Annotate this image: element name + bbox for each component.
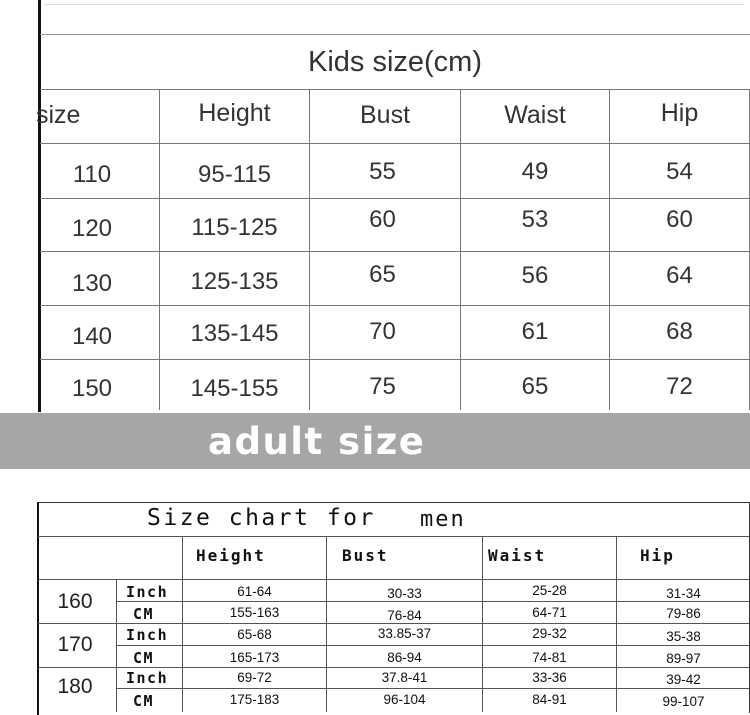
men-waist-cm: 84-91: [532, 692, 567, 707]
men-bust-inch: 33.85-37: [377, 626, 432, 641]
column-divider: [460, 89, 461, 410]
kids-hip: 64: [666, 262, 693, 289]
men-hip-cm: 89-97: [666, 651, 701, 666]
men-hip-inch: 31-34: [666, 586, 701, 601]
kids-waist: 53: [521, 206, 549, 233]
column-divider: [182, 536, 183, 712]
kids-waist: 49: [521, 158, 549, 185]
men-waist-inch: 25-28: [532, 583, 567, 598]
header-hip: Hip: [660, 99, 699, 127]
header-height: Height: [198, 99, 271, 127]
kids-table-grid: [36, 89, 750, 410]
unit-cm: CM: [133, 605, 155, 623]
men-size: 170: [57, 633, 93, 656]
kids-bust: 55: [369, 158, 396, 185]
men-hip-cm: 79-86: [666, 606, 701, 621]
kids-hip: 68: [666, 318, 693, 345]
men-height-cm: 175-183: [229, 692, 280, 707]
men-hip-inch: 39-42: [666, 672, 701, 687]
row-divider: [40, 198, 750, 199]
men-waist-inch: 29-32: [532, 626, 567, 641]
kids-waist: 61: [521, 318, 549, 345]
unit-inch: Inch: [126, 626, 169, 644]
men-height-cm: 165-173: [229, 650, 280, 665]
header-size: size: [36, 101, 81, 129]
column-divider: [326, 536, 327, 712]
unit-inch: Inch: [126, 669, 169, 687]
kids-bust: 60: [369, 206, 396, 233]
kids-bust: 70: [369, 318, 396, 345]
men-height-cm: 155-163: [229, 605, 280, 620]
table-top-border: [44, 4, 744, 5]
men-waist-inch: 33-36: [532, 670, 567, 685]
row-divider: [40, 251, 750, 252]
row-divider: [40, 143, 750, 144]
men-header-bust: Bust: [342, 546, 389, 565]
row-divider: [38, 623, 750, 624]
men-height-inch: 69-72: [237, 670, 272, 685]
men-bust-cm: 96-104: [383, 692, 426, 707]
column-divider: [159, 89, 160, 410]
kids-size: 140: [71, 323, 113, 350]
kids-hip: 54: [666, 158, 693, 185]
row-divider: [38, 579, 750, 580]
kids-size: 130: [71, 270, 113, 297]
kids-size: 150: [71, 375, 113, 402]
kids-waist: 65: [521, 373, 549, 400]
men-size-table: [0, 495, 750, 715]
row-divider: [116, 645, 750, 646]
kids-hip: 60: [666, 206, 693, 233]
men-bust-cm: 86-94: [387, 650, 422, 665]
unit-cm: CM: [133, 649, 155, 667]
men-header-waist: Waist: [488, 546, 547, 565]
men-hip-cm: 99-107: [662, 694, 705, 709]
men-header-hip: Hip: [640, 546, 675, 565]
men-table-title-gender: men: [420, 507, 466, 532]
men-height-inch: 65-68: [237, 627, 272, 642]
row-divider: [40, 89, 750, 90]
kids-height: 95-115: [198, 161, 271, 188]
kids-height: 135-145: [190, 320, 279, 347]
men-bust-inch: 37.8-41: [381, 670, 428, 685]
men-waist-cm: 74-81: [532, 650, 567, 665]
banner-text: adult size: [208, 420, 426, 463]
header-bust: Bust: [359, 101, 411, 129]
row-divider: [38, 667, 750, 668]
men-header-height: Height: [196, 546, 266, 565]
men-size: 180: [57, 675, 93, 698]
column-divider: [609, 89, 610, 410]
men-bust-inch: 30-33: [387, 586, 422, 601]
kids-table-title: Kids size(cm): [307, 46, 482, 78]
adult-size-banner: [0, 413, 750, 469]
row-divider: [40, 359, 750, 360]
kids-size: 120: [71, 215, 113, 242]
column-divider: [116, 579, 117, 712]
kids-waist: 56: [521, 262, 549, 289]
row-divider: [40, 305, 750, 306]
row-divider: [116, 688, 750, 689]
men-waist-cm: 64-71: [532, 605, 567, 620]
kids-hip: 72: [666, 373, 693, 400]
kids-height: 115-125: [191, 214, 278, 241]
unit-cm: CM: [133, 692, 155, 710]
men-bust-cm: 76-84: [387, 608, 422, 623]
header-waist: Waist: [504, 101, 566, 129]
men-hip-inch: 35-38: [666, 629, 701, 644]
kids-bust: 75: [369, 373, 396, 400]
kids-height: 145-155: [190, 375, 279, 402]
kids-size: 110: [72, 161, 112, 188]
men-height-inch: 61-64: [237, 584, 272, 599]
men-size: 160: [57, 590, 93, 613]
kids-bust: 65: [369, 261, 396, 288]
row-divider: [116, 601, 750, 602]
unit-inch: Inch: [126, 583, 169, 601]
kids-height: 125-135: [190, 268, 279, 295]
men-table-title: Size chart for: [147, 505, 376, 531]
column-divider: [482, 536, 483, 712]
row-divider: [38, 536, 750, 537]
column-divider: [309, 89, 310, 410]
